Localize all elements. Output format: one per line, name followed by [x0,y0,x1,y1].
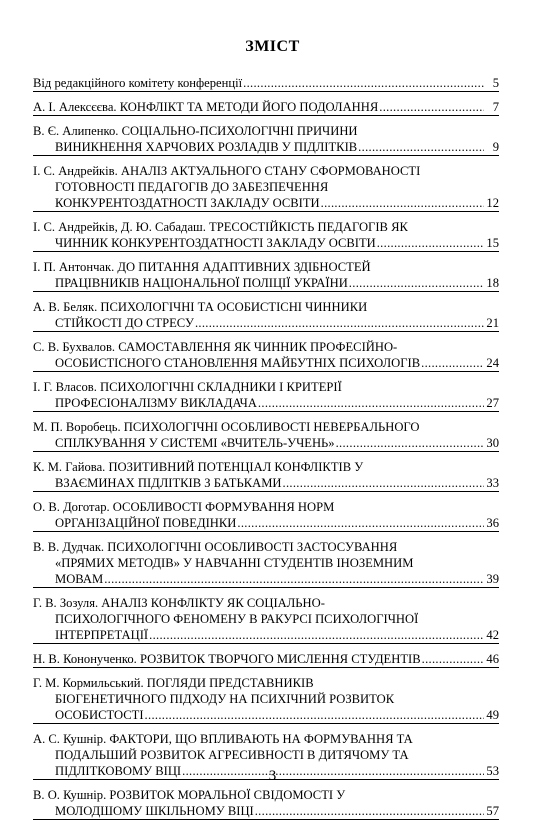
page-title: ЗМІСТ [245,38,300,55]
toc-entry-text: ГОТОВНОСТІ ПЕДАГОГІВ ДО ЗАБЕЗПЕЧЕННЯ [55,180,329,194]
toc-page-number: 46 [486,652,499,666]
toc-entry-text: ВЗАЄМИНАХ ПІДЛІТКІВ З БАТЬКАМИ [55,476,282,490]
toc-dot-leader [145,707,484,723]
toc-page-number: 9 [492,140,499,154]
toc-entry-text: ПРОФЕСІОНАЛІЗМУ ВИКЛАДАЧА [55,396,257,410]
toc-page-number: 21 [486,316,499,330]
toc-entry-text: ВИНИКНЕННЯ ХАРЧОВИХ РОЗЛАДІВ У ПІДЛІТКІВ [55,140,358,154]
toc-dot-leader [104,571,484,587]
toc-entry [33,339,499,372]
toc-entry [33,787,499,820]
toc-page-number: 12 [486,196,499,210]
toc-entry [33,259,499,292]
toc-entry [33,75,499,92]
toc-entry-text: СТІЙКОСТІ ДО СТРЕСУ [55,316,194,330]
toc-entry-text: І. С. Андрейків, Д. Ю. Сабадаш. ТРЕСОСТІЙКІСТЬ ПЕДАГОГІВ ЯК [33,220,408,234]
toc-entry-text: ПОДАЛЬШИЙ РОЗВИТОК АГРЕСИВНОСТІ В ДИТЯЧОМУ ТА [55,748,409,762]
toc-entry [33,299,499,332]
toc-dot-leader [149,627,484,643]
toc-dot-leader [421,355,484,371]
toc-page-number: 30 [486,436,499,450]
toc-entry-text: С. В. Бухвалов. САМОСТАВЛЕННЯ ЯК ЧИННИК ПРОФЕСІЙНО- [33,340,398,354]
toc-entry-text: КОНКУРЕНТОЗДАТНОСТІ ЗАКЛАДУ ОСВІТИ [55,196,320,210]
toc-entry-text: А. І. Алексєєва. КОНФЛІКТ ТА МЕТОДИ ЙОГО ПОДОЛАННЯ [33,100,379,114]
toc-entry-text: ЧИННИК КОНКУРЕНТОЗДАТНОСТІ ЗАКЛАДУ ОСВІТИ [55,236,376,250]
toc-entry [33,123,499,156]
toc-entry [33,499,499,532]
toc-entry-text: «ПРЯМИХ МЕТОДІВ» У НАВЧАННІ СТУДЕНТІВ ІНОЗЕМНИМ [55,556,414,570]
toc-entry-text: СПІЛКУВАННЯ У СИСТЕМІ «ВЧИТЕЛЬ-УЧЕНЬ» [55,436,335,450]
toc-entry-text: ОРГАНІЗАЦІЙНОЇ ПОВЕДІНКИ [55,516,237,530]
toc-entry [33,459,499,492]
toc-entry-text: А. С. Кушнір. ФАКТОРИ, ЩО ВПЛИВАЮТЬ НА ФОРМУВАННЯ ТА [33,732,413,746]
toc-entry-text: О. В. Доготар. ОСОБЛИВОСТІ ФОРМУВАННЯ НОРМ [33,500,335,514]
toc-entry-text: В. О. Кушнір. РОЗВИТОК МОРАЛЬНОЇ СВІДОМОСТІ У [33,788,346,802]
toc-entry-text: МОВАМ [55,572,104,586]
toc-dot-leader [377,235,484,251]
toc-page-number: 39 [486,572,499,586]
toc-page-number: 27 [486,396,499,410]
toc-entry [33,419,499,452]
toc-dot-leader [379,99,484,115]
toc-page-number: 15 [486,236,499,250]
toc-dot-leader [255,803,484,819]
toc-entry [33,675,499,724]
toc-entry-text: ПРАЦІВНИКІВ НАЦІОНАЛЬНОЇ ПОЛІЦІЇ УКРАЇНИ [55,276,348,290]
toc-entry [33,99,499,116]
toc-entry-text: Від редакційного комітету конференції [33,76,243,90]
toc-page-number: 18 [486,276,499,290]
toc-entry-text: І. П. Антончак. ДО ПИТАННЯ АДАПТИВНИХ ЗДІБНОСТЕЙ [33,260,371,274]
toc-entry [33,595,499,644]
toc-dot-leader [258,395,484,411]
toc-page-number: 7 [492,100,499,114]
toc-page-number: 57 [486,804,499,818]
toc-entry-text: МОЛОДШОМУ ШКІЛЬНОМУ ВІЦІ [55,804,254,818]
toc-dot-leader [358,139,484,155]
toc-page-number: 33 [486,476,499,490]
toc-entry-text: Н. В. Кононученко. РОЗВИТОК ТВОРЧОГО МИСЛЕННЯ СТУДЕНТІВ [33,652,421,666]
toc-page-number: 24 [486,356,499,370]
toc-dot-leader [422,651,484,667]
toc-dot-leader [243,75,484,91]
toc-entry-text: М. П. Воробець. ПСИХОЛОГІЧНІ ОСОБЛИВОСТІ НЕВЕРБАЛЬНОГО [33,420,420,434]
toc-entry-text: К. М. Гайова. ПОЗИТИВНИЙ ПОТЕНЦІАЛ КОНФЛІКТІВ У [33,460,364,474]
toc-page-number: 5 [492,76,499,90]
toc-dot-leader [349,275,484,291]
toc-page-number: 49 [486,708,499,722]
toc-dot-leader [237,515,484,531]
toc-entry-text: І. С. Андрейків. АНАЛІЗ АКТУАЛЬНОГО СТАНУ СФОРМОВАНОСТІ [33,164,421,178]
toc-entry [33,651,499,668]
toc-entry-text: Г. М. Кормильський. ПОГЛЯДИ ПРЕДСТАВНИКІВ [33,676,314,690]
toc-entry [33,539,499,588]
toc-entry-text: І. Г. Власов. ПСИХОЛОГІЧНІ СКЛАДНИКИ І КРИТЕРІЇ [33,380,342,394]
toc-page-number: 42 [486,628,499,642]
toc-entry-text: В. В. Дудчак. ПСИХОЛОГІЧНІ ОСОБЛИВОСТІ ЗАСТОСУВАННЯ [33,540,398,554]
toc-entry-text: ПІДЛІТКОВОМУ ВІЦІ [55,764,182,778]
toc-entry [33,163,499,212]
toc-dot-leader [321,195,484,211]
page-number: 3 [268,768,277,784]
toc-entry-text: Г. В. Зозуля. АНАЛІЗ КОНФЛІКТУ ЯК СОЦІАЛЬНО- [33,596,325,610]
toc-entry-text: БІОГЕНЕТИЧНОГО ПІДХОДУ НА ПСИХІЧНИЙ РОЗВИТОК [55,692,395,706]
toc-entry-text: ІНТЕРПРЕТАЦІЇ [55,628,149,642]
toc-dot-leader [195,315,484,331]
toc-entry-text: В. Є. Алипенко. СОЦІАЛЬНО-ПСИХОЛОГІЧНІ ПРИЧИНИ [33,124,358,138]
toc-entry-text: ОСОБИСТОСТІ [55,708,144,722]
toc-page-number: 36 [486,516,499,530]
toc-dot-leader [283,475,484,491]
toc-entry [33,379,499,412]
toc-entry [33,219,499,252]
toc-entry-text: ПСИХОЛОГІЧНОГО ФЕНОМЕНУ В РАКУРСІ ПСИХОЛОГІЧНОЇ [55,612,419,626]
toc-entry-text: А. В. Беляк. ПСИХОЛОГІЧНІ ТА ОСОБИСТІСНІ ЧИННИКИ [33,300,368,314]
toc-page-number: 53 [486,764,499,778]
toc-entry-text: ОСОБИСТІСНОГО СТАНОВЛЕННЯ МАЙБУТНІХ ПСИХОЛОГІВ [55,356,421,370]
toc-dot-leader [336,435,484,451]
